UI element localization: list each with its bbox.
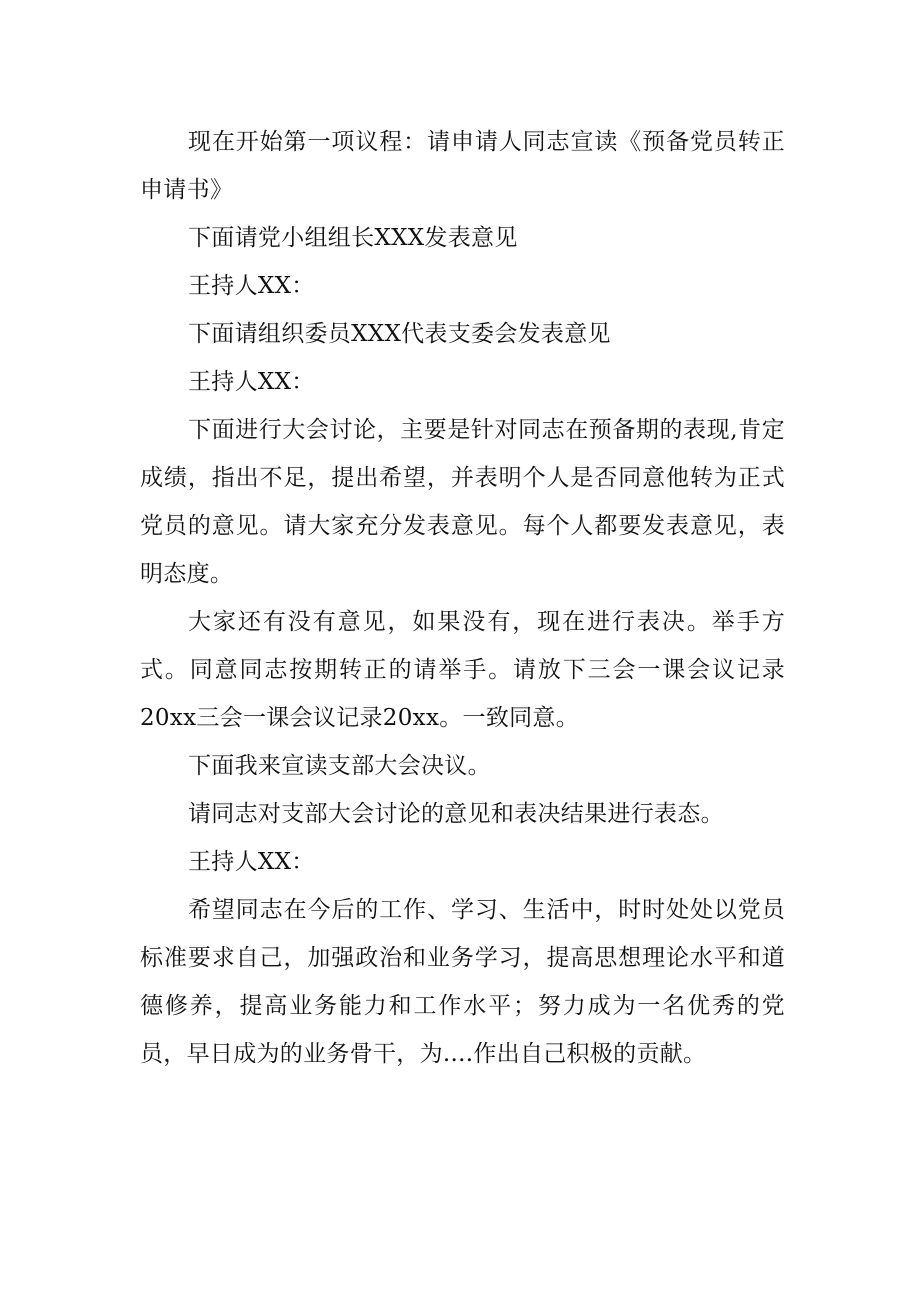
paragraph-host-label: 王持人XX： [188, 849, 315, 875]
paragraph-vote: 大家还有没有意见，如果没有，现在进行表决。举手方式。同意同志按期转正的请举手。请放下三会一课会议记录20xx三会一课会议记录20xx。一致同意。 [140, 609, 785, 731]
document-body [140, 118, 785, 1078]
paragraph-statement: 请同志对支部大会讨论的意见和表决结果进行表态。 [188, 801, 724, 827]
paragraph-host-label: 王持人XX： [188, 369, 315, 395]
paragraph-resolution: 下面我来宣读支部大会决议。 [188, 753, 491, 779]
paragraph-host-label: 王持人XX： [188, 273, 315, 299]
paragraph-committee-opinion: 下面请组织委员XXX代表支委会发表意见 [188, 321, 611, 347]
paragraph-closing-hopes: 希望同志在今后的工作、学习、生活中，时时处处以党员标准要求自己，加强政治和业务学习，提高思想理论水平和道德修养，提高业务能力和工作水平；努力成为一名优秀的党员，早日成为的业务骨干，为....作出自己积极的贡献。 [140, 897, 785, 1067]
paragraph-discussion: 下面进行大会讨论，主要是针对同志在预备期的表现,肯定成绩，指出不足，提出希望，并表明个人是否同意他转为正式党员的意见。请大家充分发表意见。每个人都要发表意见，表明态度。 [140, 417, 785, 587]
paragraph-agenda-item-one: 现在开始第一项议程：请申请人同志宣读《预备党员转正申请书》 [140, 129, 785, 203]
paragraph-group-leader-opinion: 下面请党小组组长XXX发表意见 [188, 225, 518, 251]
